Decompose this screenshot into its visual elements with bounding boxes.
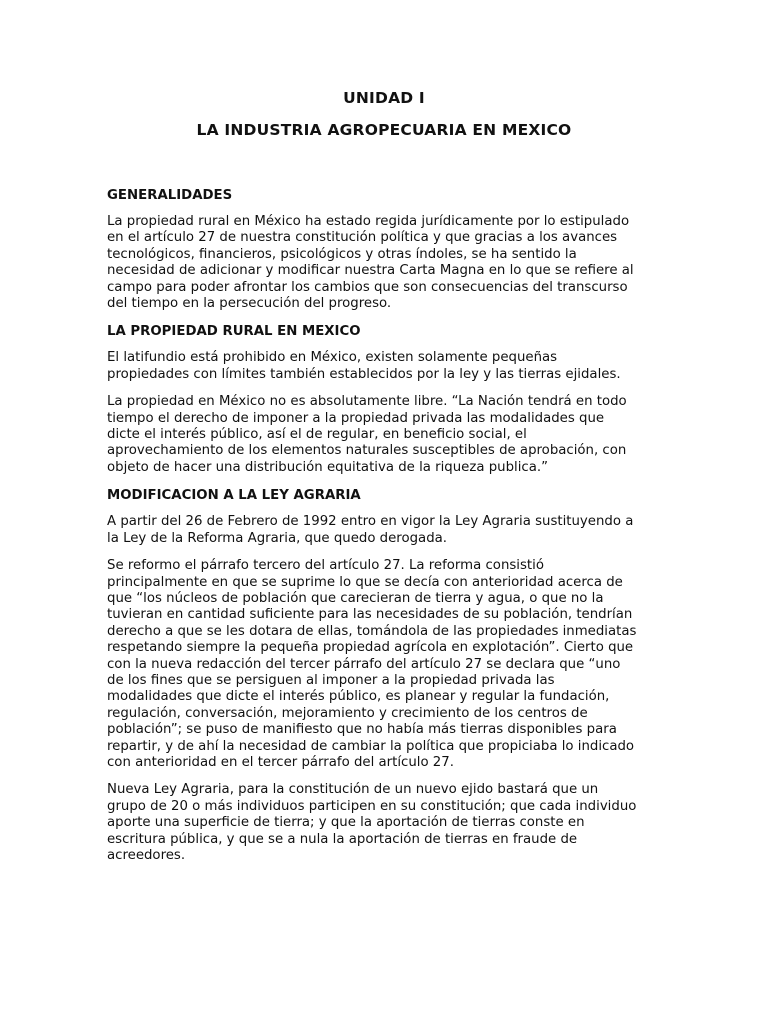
paragraph-line: respetando siempre la pequeña propiedad agrícola en explotación”. Cierto que	[107, 640, 634, 656]
paragraph-line: con anterioridad en el tercer párrafo del artículo 27.	[107, 754, 454, 770]
paragraph-line: A partir del 26 de Febrero de 1992 entro en vigor la Ley Agraria sustituyendo a	[107, 514, 634, 530]
paragraph-line: Se reformo el párrafo tercero del artículo 27. La reforma consistió	[107, 558, 544, 574]
paragraph-line: necesidad de adicionar y modificar nuestra Carta Magna en lo que se refiere al	[107, 263, 634, 279]
paragraph-line: campo para poder afrontar los cambios que son consecuencias del transcurso	[107, 279, 628, 295]
paragraph-line: escritura pública, y que se a nula la aportación de tierras en fraude de	[107, 831, 578, 847]
paragraph	[107, 514, 667, 547]
paragraph	[107, 782, 667, 864]
paragraph-line: principalmente en que se suprime lo que se decía con anterioridad acerca de	[107, 574, 623, 590]
paragraph-line: en el artículo 27 de nuestra constitución política y que gracias a los avances	[107, 230, 618, 246]
paragraph-line: La propiedad en México no es absolutamente libre. “La Nación tendrá en todo	[107, 394, 627, 410]
paragraph	[107, 214, 667, 312]
paragraph-line: propiedades con límites también establecidos por la ley y las tierras ejidales.	[107, 366, 621, 382]
paragraph-line: regulación, conversación, mejoramiento y crecimiento de los centros de	[107, 705, 588, 721]
paragraph-line: del tiempo en la persecución del progreso.	[107, 296, 392, 312]
paragraph	[107, 558, 667, 771]
paragraph	[107, 394, 667, 476]
paragraph-line: de los fines que se persiguen al imponer a la propiedad privada las	[107, 672, 555, 688]
paragraph	[107, 350, 667, 383]
paragraph-line: que “los núcleos de población que carecieran de tierra y agua, o que no la	[107, 590, 604, 606]
paragraph-line: objeto de hacer una distribución equitativa de la riqueza publica.”	[107, 459, 548, 475]
paragraph-line: derecho a que se les dotara de ellas, tomándola de las propiedades inmediatas	[107, 623, 637, 639]
unit-title: UNIDAD I	[343, 89, 425, 107]
paragraph-line: La propiedad rural en México ha estado regida jurídicamente por lo estipulado	[107, 214, 630, 229]
paragraph-line: repartir, y de ahí la necesidad de cambiar la política que propiciaba lo indicado	[107, 738, 635, 754]
document-title: LA INDUSTRIA AGROPECUARIA EN MEXICO	[196, 121, 572, 139]
paragraph-line: la Ley de la Reforma Agraria, que quedo derogada.	[107, 530, 448, 546]
paragraph-line: acreedores.	[107, 848, 186, 863]
paragraph-line: dicte el interés público, así el de regular, en beneficio social, el	[107, 427, 527, 443]
paragraph-line: modalidades que dicte el interés público, es planear y regular la fundación,	[107, 689, 610, 705]
section-heading: MODIFICACION A LA LEY AGRARIA	[107, 488, 361, 504]
paragraph-line: grupo de 20 o más individuos participen en su constitución; que cada individuo	[107, 798, 637, 814]
paragraph-line: Nueva Ley Agraria, para la constitución de un nuevo ejido bastará que un	[107, 782, 599, 798]
paragraph-line: El latifundio está prohibido en México, existen solamente pequeñas	[107, 350, 558, 366]
section-heading: LA PROPIEDAD RURAL EN MEXICO	[107, 324, 361, 340]
paragraph-line: tiempo el derecho de imponer a la propiedad privada las modalidades que	[107, 410, 605, 426]
paragraph-line: tecnológicos, financieros, psicológicos y otras índoles, se ha sentido la	[107, 246, 577, 262]
document-body	[107, 187, 667, 875]
paragraph-line: aprovechamiento de los elementos naturales susceptibles de aprobación, con	[107, 443, 627, 459]
paragraph-line: con la nueva redacción del tercer párrafo del artículo 27 se declara que “uno	[107, 656, 621, 672]
paragraph-line: tuvieran en cantidad suficiente para las necesidades de su población, tendrían	[107, 607, 633, 623]
paragraph-line: población”; se puso de manifiesto que no había más tierras disponibles para	[107, 722, 617, 738]
paragraph-line: aporte una superficie de tierra; y que la aportación de tierras conste en	[107, 815, 585, 831]
section-heading: GENERALIDADES	[107, 188, 233, 203]
